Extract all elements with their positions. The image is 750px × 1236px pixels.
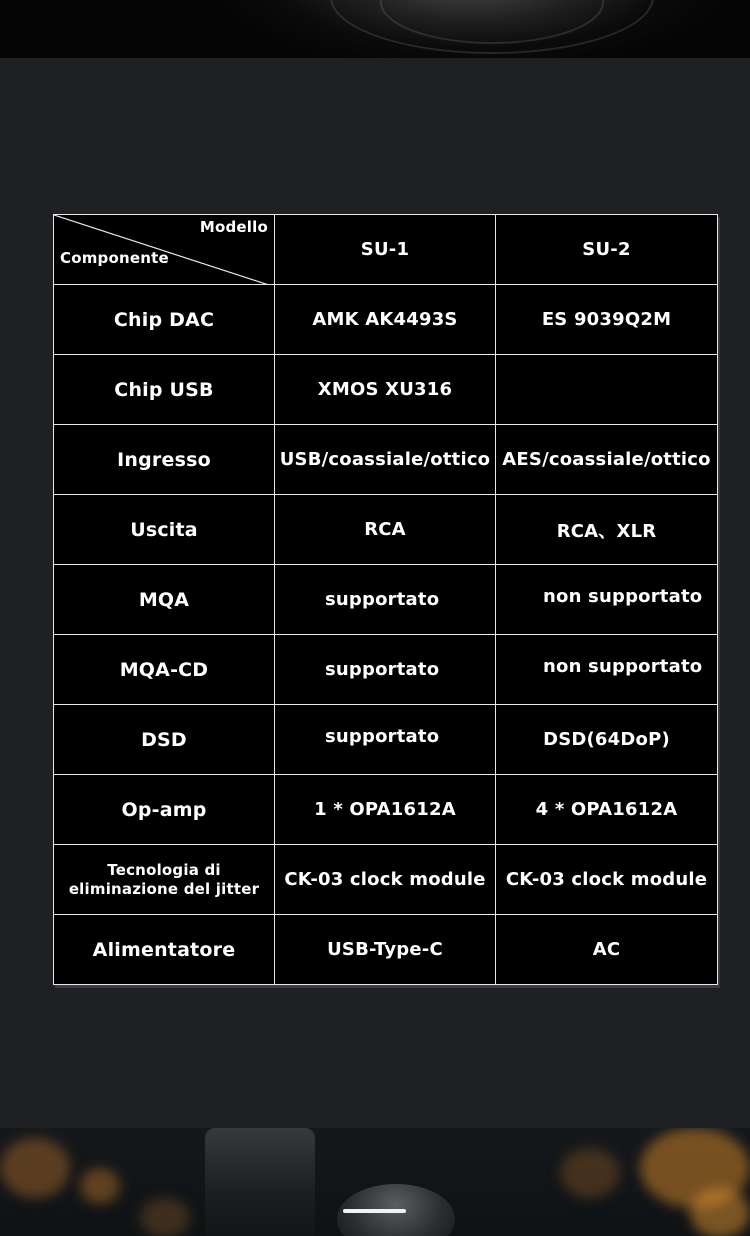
header-corner-cell bbox=[54, 215, 275, 285]
table-row bbox=[54, 775, 718, 845]
su1-value: USB-Type-C bbox=[275, 915, 496, 985]
row-label: MQA-CD bbox=[54, 635, 275, 705]
table-row bbox=[54, 705, 718, 775]
su1-value-text: supportato bbox=[325, 659, 440, 680]
su2-value: RCA、XLR bbox=[496, 495, 718, 565]
bottom-banner-image bbox=[0, 1128, 750, 1236]
su1-value bbox=[275, 565, 496, 635]
su1-value: RCA bbox=[275, 495, 496, 565]
row-label: DSD bbox=[54, 705, 275, 775]
table-row bbox=[54, 355, 718, 425]
su1-value bbox=[275, 635, 496, 705]
table-row bbox=[54, 495, 718, 565]
row-label: Op-amp bbox=[54, 775, 275, 845]
table-row bbox=[54, 285, 718, 355]
su2-value bbox=[496, 635, 718, 705]
su1-value: CK-03 clock module bbox=[275, 845, 496, 915]
su2-value-text: non supportato bbox=[543, 586, 703, 607]
row-label: Uscita bbox=[54, 495, 275, 565]
row-label: Chip DAC bbox=[54, 285, 275, 355]
row-label-line1: Tecnologia di bbox=[107, 860, 221, 879]
bokeh-light bbox=[140, 1198, 190, 1236]
su1-value: USB/coassiale/ottico bbox=[275, 425, 496, 495]
su2-value: CK-03 clock module bbox=[496, 845, 718, 915]
header-model-su2: SU-2 bbox=[496, 215, 718, 285]
header-model-su1: SU-1 bbox=[275, 215, 496, 285]
su2-value bbox=[496, 355, 718, 425]
su2-value: 4 * OPA1612A bbox=[496, 775, 718, 845]
row-label: MQA bbox=[54, 565, 275, 635]
row-label bbox=[54, 845, 275, 915]
su2-value-text: non supportato bbox=[543, 656, 703, 677]
su1-value bbox=[275, 705, 496, 775]
su1-value-text: supportato bbox=[325, 589, 440, 610]
spec-comparison-table bbox=[53, 214, 718, 985]
bokeh-light bbox=[80, 1168, 120, 1204]
su2-value: AES/coassiale/ottico bbox=[496, 425, 718, 495]
su2-value bbox=[496, 565, 718, 635]
su2-value: DSD(64DoP) bbox=[496, 705, 718, 775]
su2-value: ES 9039Q2M bbox=[496, 285, 718, 355]
bokeh-light bbox=[0, 1138, 70, 1198]
top-banner-image bbox=[0, 0, 750, 58]
home-indicator-bar[interactable] bbox=[343, 1209, 406, 1213]
row-label: Alimentatore bbox=[54, 915, 275, 985]
su2-value: AC bbox=[496, 915, 718, 985]
su1-value: XMOS XU316 bbox=[275, 355, 496, 425]
device-body bbox=[205, 1128, 315, 1236]
table-row bbox=[54, 425, 718, 495]
table-row bbox=[54, 635, 718, 705]
table-row bbox=[54, 845, 718, 915]
bokeh-light bbox=[560, 1148, 620, 1198]
row-label: Chip USB bbox=[54, 355, 275, 425]
su1-value-text: supportato bbox=[325, 726, 440, 747]
row-label-line2: eliminazione del jitter bbox=[68, 879, 260, 898]
su1-value: 1 * OPA1612A bbox=[275, 775, 496, 845]
su1-value: AMK AK4493S bbox=[275, 285, 496, 355]
corner-label-model: Modello bbox=[199, 218, 268, 236]
corner-label-component: Componente bbox=[60, 249, 169, 267]
bokeh-light bbox=[690, 1188, 750, 1236]
table-header-row bbox=[54, 215, 718, 285]
table-row bbox=[54, 565, 718, 635]
table-row bbox=[54, 915, 718, 985]
row-label: Ingresso bbox=[54, 425, 275, 495]
